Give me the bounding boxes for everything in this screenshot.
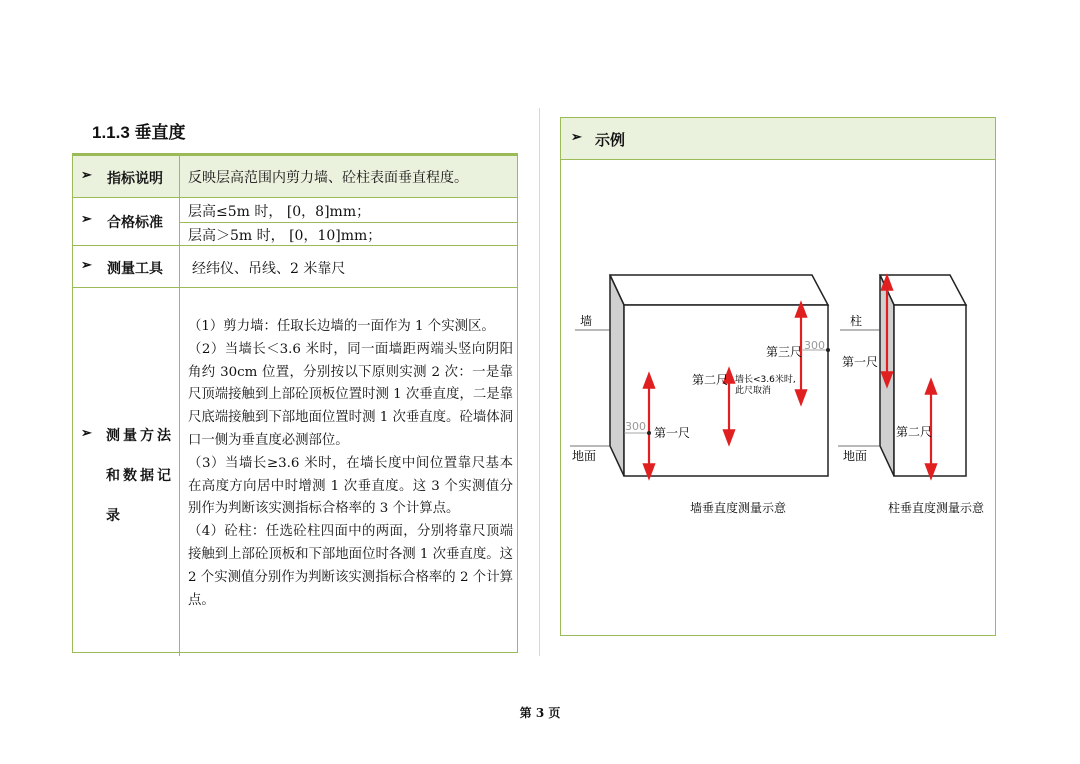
- method-paragraph-3: （3）当墙长≥3.6 米时，在墙长度中间位置靠尺基本在高度方向居中时增测 1 次垂直度。这 3 个实测值分别作为判断该实测指标合格率的 3 个计算点。: [188, 455, 513, 517]
- method-paragraph-1: （1）剪力墙：任取长边墙的一面作为 1 个实测区。: [188, 319, 495, 334]
- page-footer: [0, 704, 1080, 721]
- column-label: 柱: [850, 314, 863, 328]
- ruler-2-label: 第二尺: [692, 373, 729, 387]
- wall-top-face: [610, 275, 828, 305]
- method-paragraph-2: （2）当墙长＜3.6 米时，同一面墙距两端头竖向阴阳角约 30cm 位置，分别按以下原则实测 2 次：一是靠尺顶端接触到上部砼顶板位置时测 1 次垂直度，二是靠尺底端接触到下部地面位置时测 1 次垂直度。砼墙体洞口一侧为垂直度必测部位。: [188, 341, 514, 448]
- row-label: 测量方法和数据记录: [106, 428, 174, 524]
- footer-prefix: 第: [519, 706, 532, 720]
- footer-suffix: 页: [548, 706, 561, 720]
- dim-300-b: 300: [804, 339, 825, 352]
- row-label: 合格标准: [107, 215, 163, 231]
- row-label: 测量工具: [107, 261, 163, 277]
- arrow-bullet-icon: ➢: [81, 212, 92, 227]
- arrow-bullet-icon: ➢: [571, 130, 582, 145]
- ruler-1-label: 第一尺: [654, 426, 691, 440]
- arrow-bullet-icon: ➢: [81, 168, 92, 183]
- arrow-bullet-icon: ➢: [81, 258, 92, 273]
- ruler-3-label: 第三尺: [766, 345, 803, 359]
- caption-wall: 墙垂直度测量示意: [690, 501, 787, 515]
- dim-dot-b: [826, 348, 830, 352]
- column-block-illustration: [880, 275, 966, 476]
- column-ruler-1-label: 第一尺: [842, 355, 879, 369]
- wall-label: 墙: [580, 314, 593, 328]
- wall-side-face: [610, 275, 624, 476]
- page-number: 3: [535, 706, 545, 720]
- dim-300-a: 300: [625, 420, 646, 433]
- column-ruler-2-label: 第二尺: [896, 425, 933, 439]
- caption-column: 柱垂直度测量示意: [888, 501, 985, 515]
- row-value: 反映层高范围内剪力墙、砼柱表面垂直程度。: [188, 170, 468, 186]
- dim-dot-a: [647, 431, 651, 435]
- column-top-face: [880, 275, 966, 305]
- wall-floor-label: 地面: [572, 449, 597, 463]
- row-value: 经纬仪、吊线、2 米靠尺: [192, 261, 346, 277]
- example-title: 示例: [595, 131, 626, 149]
- wall-front-face: [624, 305, 828, 476]
- note-line-2: 此尺取消: [735, 386, 772, 396]
- note-line-1: 墙长<3.6米时,: [735, 375, 796, 385]
- arrow-bullet-icon: ➢: [81, 426, 92, 441]
- column-floor-label: 地面: [843, 449, 868, 463]
- standard-line-1: 层高≤5m 时， [0，8]mm；: [188, 204, 371, 220]
- method-paragraph-4: （4）砼柱：任选砼柱四面中的两面，分别将靠尺顶端接触到上部砼顶板和下部地面位时各测 1 次垂直度。这 2 个实测值分别作为判断该实测指标合格率的 2 个计算点。: [188, 524, 514, 608]
- row-label: 指标说明: [107, 171, 163, 187]
- standard-line-2: 层高＞5m 时， [0，10]mm；: [188, 228, 382, 244]
- section-title: 1.1.3 垂直度: [92, 123, 186, 142]
